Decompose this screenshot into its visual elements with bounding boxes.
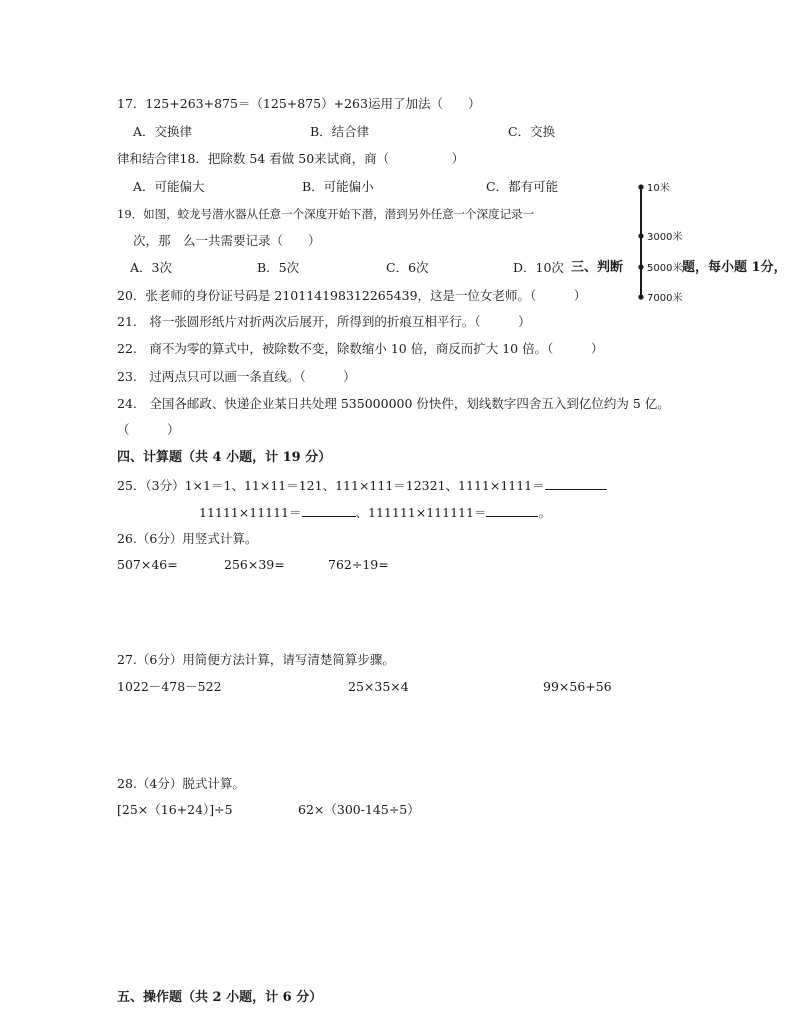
q21: 21. 将一张圆形纸片对折两次后展开，所得到的折痕互相平行。（ ） [117,314,531,329]
q18-option-a: A．可能偏大 [133,179,205,194]
q25-text-a: 11111×11111＝ [199,505,302,520]
q28-stem: 28.（4分）脱式计算。 [117,776,245,791]
q19-option-a: A．3次 [130,260,172,275]
q24-line2: （ ） [117,422,180,437]
q27-item-3: 99×56+56 [543,679,612,694]
section4-title: 四、计算题（共 4 小题，计 19 分） [117,450,332,465]
depth-scale-figure [632,178,752,306]
section3-title-part2: 题，每小题 1分， [682,260,787,275]
q20: 20．张老师的身份证号码是 210114198312265439，这是一位女老师。（ ） [117,288,587,303]
q17-option-c: C．交换 [508,124,556,139]
q23: 23. 过两点只可以画一条直线。（ ） [117,369,356,384]
depth-label-5000: 5000米 [647,263,683,274]
q19-stem-line1: 19．如图，蛟龙号潜水器从任意一个深度开始下潜，潜到另外任意一个深度记录一 [117,207,535,221]
q25-sequence-text: 25．（3分）1×1＝1、11×11＝121、111×111＝12321、1111×1111＝ [117,478,545,493]
q17-stem: 17．125+263+875＝（125+875）+263运用了加法（ ） [117,96,481,111]
q26-stem: 26.（6分）用竖式计算。 [117,531,258,546]
q17-q18-line [117,151,464,167]
q22: 22. 商不为零的算式中，被除数不变，除数缩小 10 倍，商反而扩大 10 倍。（ ） [117,341,604,356]
depth-label-7000: 7000米 [647,293,683,304]
q25-blank-3[interactable] [486,504,538,517]
section3-title-part1: 三、判断 [571,260,624,275]
depth-label-3000: 3000米 [647,232,683,243]
depth-label-10: 10米 [647,183,670,194]
q25-line2 [199,504,551,521]
section5-title: 五、操作题（共 2 小题，计 6 分） [117,990,323,1005]
q17-option-a: A．交换律 [133,124,193,139]
q17-option-c-wrap: 律和结合律 [117,151,180,166]
q27-item-1: 1022－478－522 [117,679,222,694]
q25-text-b: 、111111×111111＝ [355,505,487,520]
q27-stem: 27.（6分）用简便方法计算，请写清楚简算步骤。 [117,652,395,667]
q19-option-b: B．5次 [257,260,300,275]
q26-item-1: 507×46= [117,557,178,572]
q24-line1: 24. 全国各邮政、快递企业某日共处理 535000000 份快件，划线数字四舍五入到亿位约为 5 亿。 [117,396,670,411]
q26-item-2: 256×39= [224,557,285,572]
depth-point-7000 [638,294,643,299]
depth-point-5000 [638,264,643,269]
q19-option-c: C．6次 [386,260,429,275]
q18-option-c: C．都有可能 [486,179,559,194]
q25-line1 [117,477,607,494]
q19-option-d: D．10次 [513,260,564,275]
q25-blank-1[interactable] [545,477,607,490]
q25-blank-2[interactable] [302,504,356,517]
q17-option-b: B．结合律 [310,124,370,139]
q27-item-2: 25×35×4 [348,679,409,694]
q19-stem-line2: 次，那 么一共需要记录（ ） [133,233,321,248]
q28-item-1: [25×（16+24）]÷5 [117,802,233,817]
q26-item-3: 762÷19= [328,557,389,572]
q18-stem: 18．把除数 54 看做 50来试商，商（ ） [179,151,465,166]
q28-item-2: 62×（300-145÷5） [298,802,420,817]
depth-point-10 [638,184,643,189]
q18-option-b: B．可能偏小 [302,179,374,194]
depth-point-3000 [638,233,643,238]
q25-text-c: 。 [538,505,551,520]
